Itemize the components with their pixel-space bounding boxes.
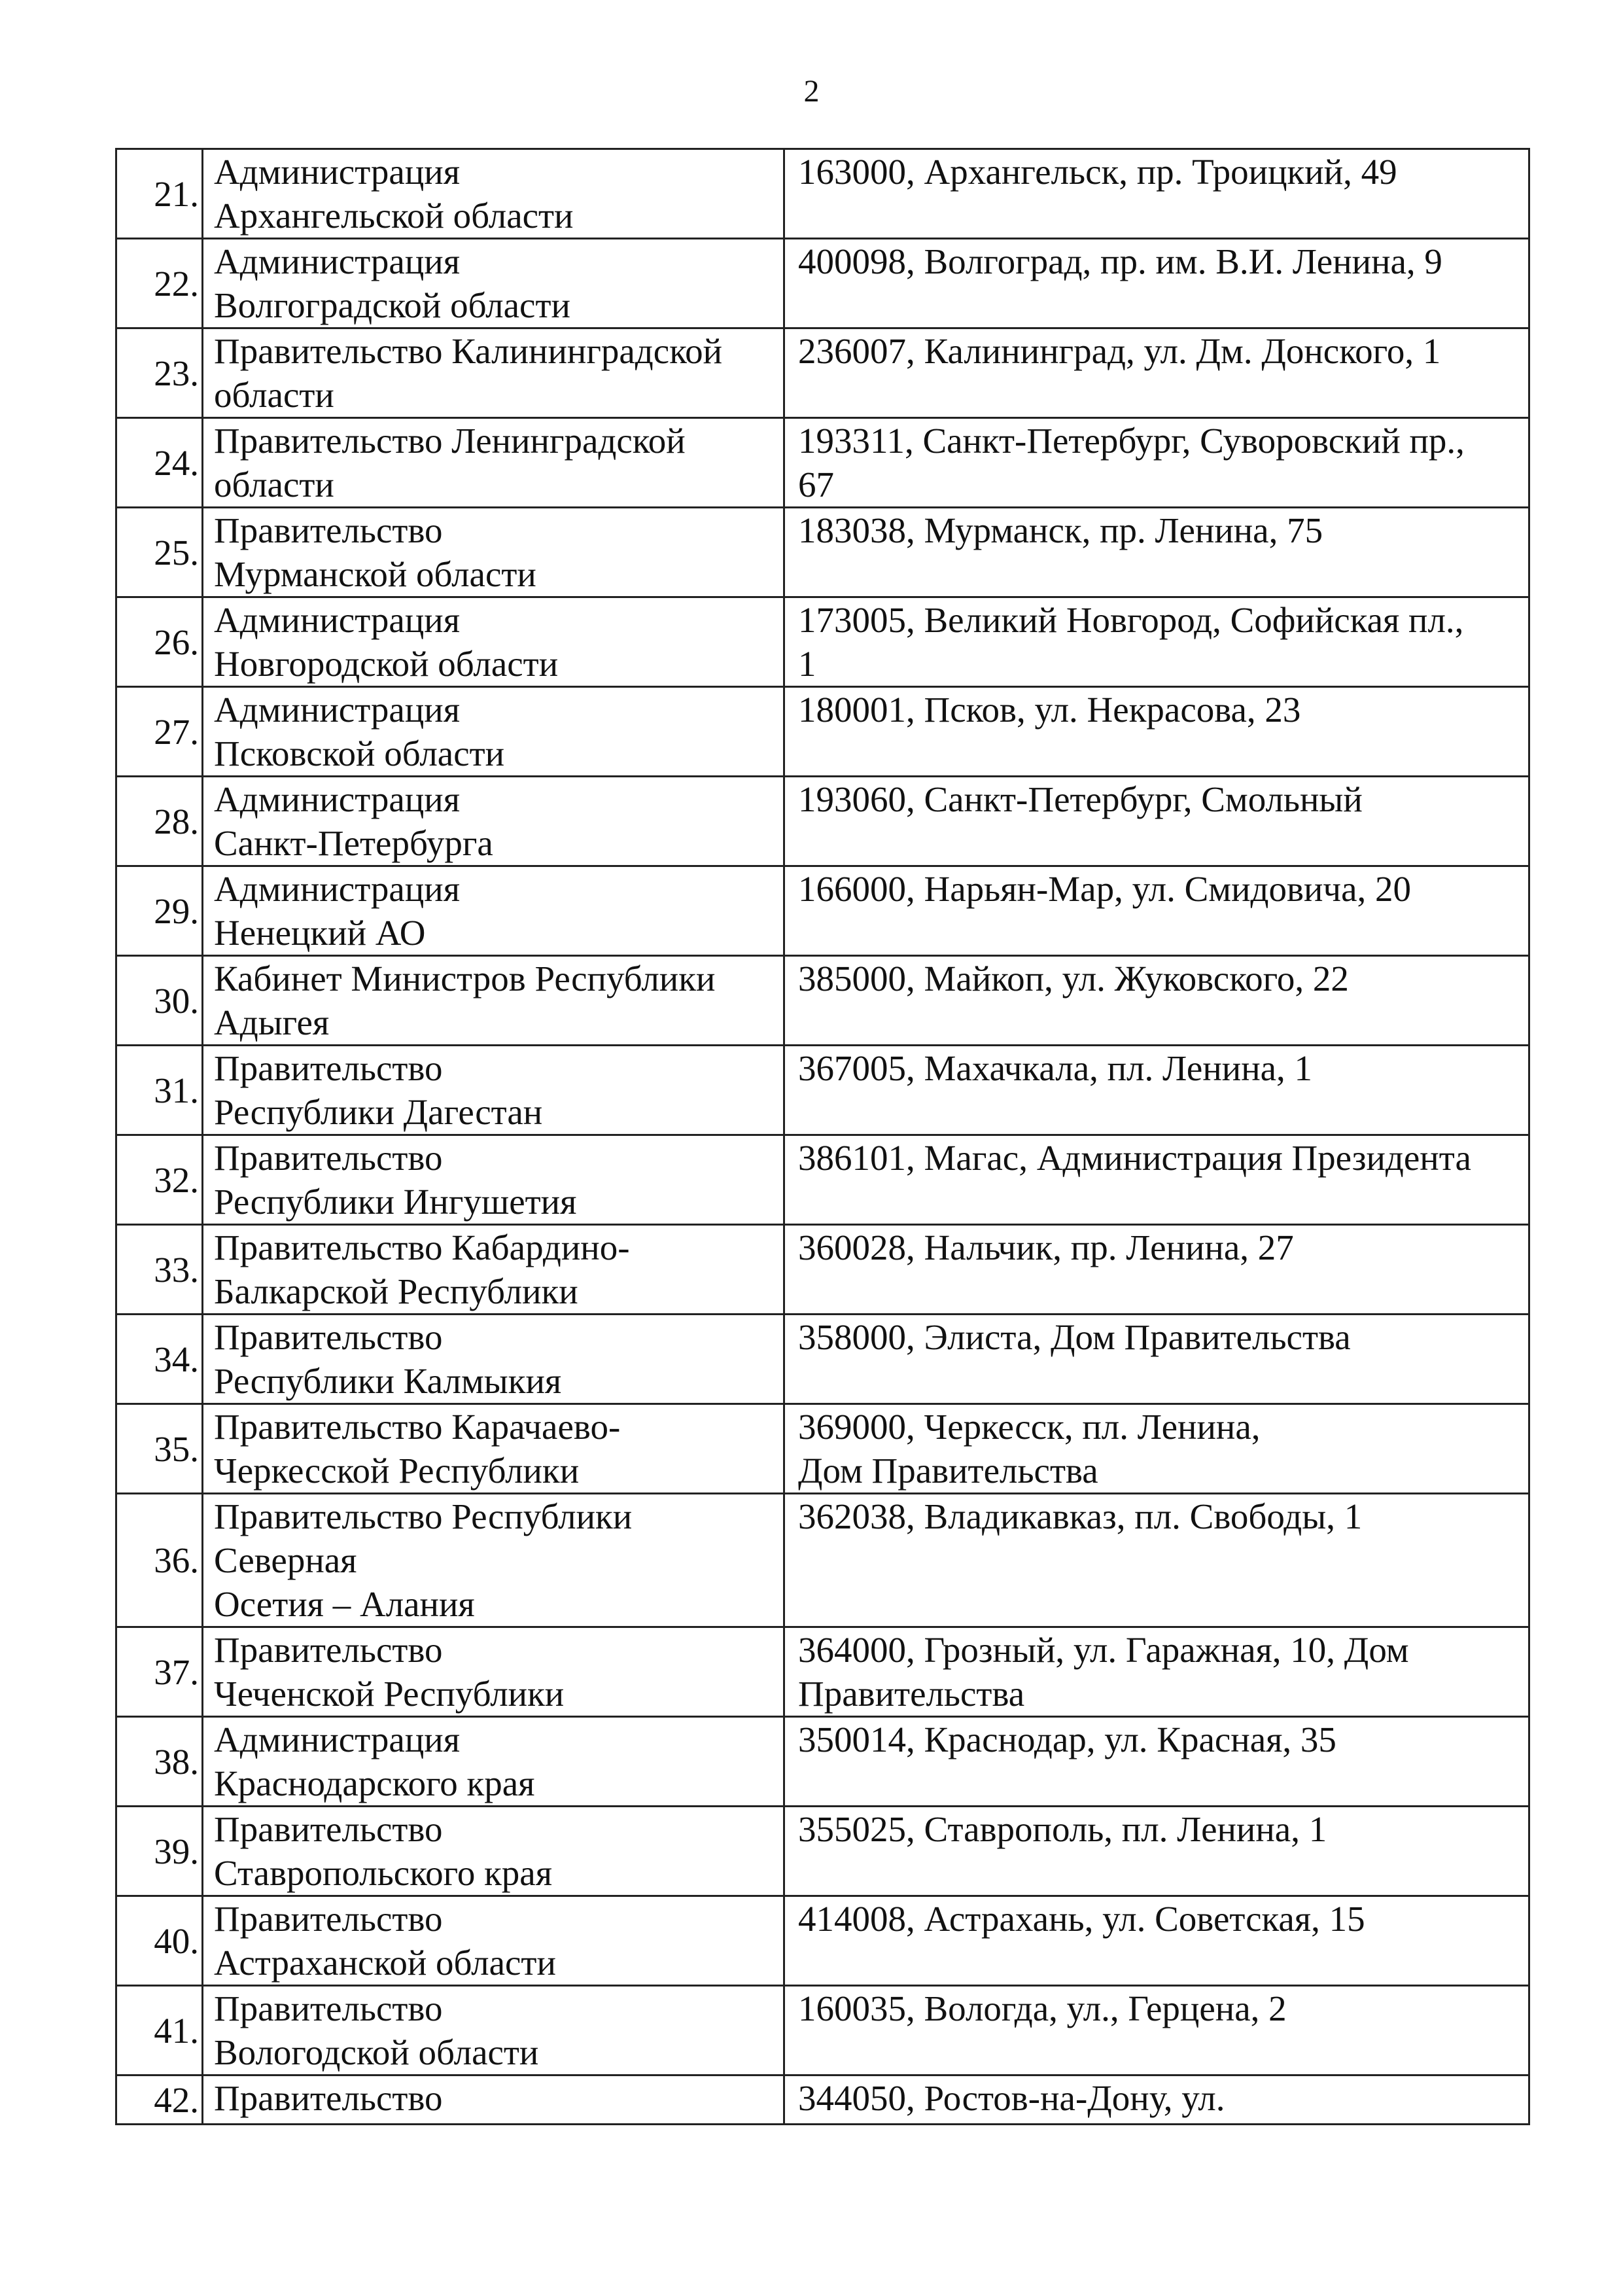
organization-address (784, 866, 1529, 956)
organization-name (203, 1896, 784, 1986)
page-number: 2 (803, 74, 820, 109)
organization-name-line: Республики Ингушетия (214, 1182, 577, 1222)
table-row (116, 866, 1529, 956)
table-body (116, 149, 1529, 2125)
organization-name-line: Правительство (214, 1809, 443, 1849)
organization-name-line: Черкесской Республики (214, 1451, 580, 1491)
table-row (116, 1807, 1529, 1896)
organization-name (203, 1135, 784, 1225)
row-number: 33. (116, 1225, 203, 1315)
organization-address (784, 1404, 1529, 1494)
organization-name (203, 1225, 784, 1315)
organization-address (784, 1135, 1529, 1225)
organization-name (203, 2075, 784, 2125)
organization-address (784, 956, 1529, 1046)
organization-address-line: 369000, Черкесск, пл. Ленина, (798, 1407, 1261, 1447)
organization-name-line: Правительство Ленинградской (214, 421, 686, 461)
organization-name-line: Правительство (214, 510, 443, 550)
organization-name-line: Вологодской области (214, 2032, 539, 2072)
row-number: 26. (116, 597, 203, 687)
row-number: 29. (116, 866, 203, 956)
organization-name-line: Администрация (214, 1720, 461, 1759)
row-number: 31. (116, 1046, 203, 1135)
organization-name (203, 1046, 784, 1135)
organization-address-line: 180001, Псков, ул. Некрасова, 23 (798, 690, 1301, 730)
table-row (116, 149, 1529, 239)
organization-address (784, 2075, 1529, 2125)
row-number: 23. (116, 328, 203, 418)
organization-name (203, 956, 784, 1046)
organization-address-line: Дом Правительства (798, 1451, 1098, 1491)
organization-name-line: Краснодарского края (214, 1763, 535, 1803)
organization-address-line: 358000, Элиста, Дом Правительства (798, 1317, 1351, 1357)
organization-address-line: 160035, Вологда, ул., Герцена, 2 (798, 1988, 1287, 2028)
table-row (116, 1627, 1529, 1717)
organization-name-line: области (214, 375, 334, 415)
organization-name-line: Осетия – Алания (214, 1584, 475, 1624)
table-row (116, 597, 1529, 687)
table-row (116, 1494, 1529, 1627)
organization-name-line: Правительство (214, 1317, 443, 1357)
organization-address (784, 1315, 1529, 1404)
table-row (116, 2075, 1529, 2125)
organization-address (784, 418, 1529, 508)
organization-name-line: Адыгея (214, 1002, 330, 1042)
organization-address (784, 1807, 1529, 1896)
organization-name (203, 777, 784, 866)
organization-name (203, 1627, 784, 1717)
table-row (116, 1404, 1529, 1494)
table-row (116, 1315, 1529, 1404)
organization-name (203, 597, 784, 687)
table-row (116, 1717, 1529, 1807)
row-number: 40. (116, 1896, 203, 1986)
row-number: 36. (116, 1494, 203, 1627)
row-number: 41. (116, 1986, 203, 2075)
organization-name-line: Правительство Калининградской (214, 331, 723, 371)
organization-name (203, 418, 784, 508)
organization-address-line: 183038, Мурманск, пр. Ленина, 75 (798, 510, 1323, 550)
organization-address (784, 687, 1529, 777)
organization-name-line: Правительство (214, 1048, 443, 1088)
organization-name-line: Администрация (214, 241, 461, 281)
organization-name (203, 239, 784, 328)
organization-name-line: Кабинет Министров Республики (214, 959, 716, 998)
organization-address-line: 193311, Санкт-Петербург, Суворовский пр., (798, 421, 1465, 461)
table-row (116, 328, 1529, 418)
row-number: 34. (116, 1315, 203, 1404)
organization-address-line: 367005, Махачкала, пл. Ленина, 1 (798, 1048, 1313, 1088)
organization-name-line: Астраханской области (214, 1943, 556, 1983)
organization-name-line: Администрация (214, 600, 461, 640)
organization-address (784, 149, 1529, 239)
row-number: 24. (116, 418, 203, 508)
organization-name-line: Балкарской Республики (214, 1271, 578, 1311)
table-row (116, 687, 1529, 777)
organization-name (203, 1986, 784, 2075)
organizations-table (115, 148, 1530, 2125)
organization-address (784, 1717, 1529, 1807)
organization-address (784, 239, 1529, 328)
organization-name-line: Правительство Карачаево- (214, 1407, 621, 1447)
row-number: 35. (116, 1404, 203, 1494)
organization-address (784, 597, 1529, 687)
organization-name-line: Правительство (214, 1988, 443, 2028)
organization-address-line: 173005, Великий Новгород, Софийская пл., (798, 600, 1464, 640)
row-number: 22. (116, 239, 203, 328)
organization-name-line: Санкт-Петербурга (214, 823, 493, 863)
organization-name-line: Мурманской области (214, 554, 536, 594)
organization-name (203, 1807, 784, 1896)
organization-address-line: 166000, Нарьян-Мар, ул. Смидовича, 20 (798, 869, 1411, 909)
organization-name-line: Администрация (214, 152, 461, 192)
organization-name-line: Республики Калмыкия (214, 1361, 562, 1401)
organization-name (203, 1315, 784, 1404)
organization-address (784, 508, 1529, 597)
organization-name (203, 1717, 784, 1807)
organization-name-line: Администрация (214, 690, 461, 730)
organization-name-line: Псковской области (214, 733, 505, 773)
organization-address-line: 385000, Майкоп, ул. Жуковского, 22 (798, 959, 1349, 998)
table-row (116, 508, 1529, 597)
organization-address-line: 400098, Волгоград, пр. им. В.И. Ленина, 9 (798, 241, 1442, 281)
organization-address-line: 350014, Краснодар, ул. Красная, 35 (798, 1720, 1336, 1759)
organization-name (203, 687, 784, 777)
organization-name-line: Чеченской Республики (214, 1674, 565, 1714)
organization-address-line: 364000, Грозный, ул. Гаражная, 10, Дом (798, 1630, 1409, 1670)
organization-address-line: 67 (798, 465, 834, 504)
organization-name-line: Правительство (214, 1899, 443, 1939)
organization-address-line: 355025, Ставрополь, пл. Ленина, 1 (798, 1809, 1327, 1849)
organization-address (784, 1494, 1529, 1627)
row-number: 39. (116, 1807, 203, 1896)
organization-name-line: Правительство (214, 1630, 443, 1670)
table-row (116, 777, 1529, 866)
organization-name-line: области (214, 465, 334, 504)
organization-name (203, 508, 784, 597)
organization-address (784, 777, 1529, 866)
organization-address-line: 236007, Калининград, ул. Дм. Донского, 1 (798, 331, 1441, 371)
organization-address-line: 1 (798, 644, 816, 684)
row-number: 30. (116, 956, 203, 1046)
organization-address-line: 360028, Нальчик, пр. Ленина, 27 (798, 1227, 1294, 1267)
organization-address-line: 193060, Санкт-Петербург, Смольный (798, 779, 1363, 819)
organization-name (203, 149, 784, 239)
organization-name (203, 866, 784, 956)
organization-name-line: Архангельской области (214, 196, 574, 236)
organization-name-line: Правительство (214, 1138, 443, 1178)
organization-name-line: Администрация (214, 869, 461, 909)
row-number: 28. (116, 777, 203, 866)
organization-name (203, 1494, 784, 1627)
table-row (116, 1135, 1529, 1225)
organization-name-line: Администрация (214, 779, 461, 819)
organization-address (784, 1896, 1529, 1986)
organization-address-line: Правительства (798, 1674, 1025, 1714)
row-number: 38. (116, 1717, 203, 1807)
organization-name-line: Правительство Республики (214, 1496, 633, 1536)
organization-name-line: Ненецкий АО (214, 913, 426, 953)
table-row (116, 1896, 1529, 1986)
organization-address-line: 414008, Астрахань, ул. Советская, 15 (798, 1899, 1365, 1939)
organization-name-line: Правительство (214, 2078, 443, 2118)
table-row (116, 1986, 1529, 2075)
row-number: 42. (116, 2075, 203, 2125)
organization-name-line: Волгоградской области (214, 285, 570, 325)
organization-address (784, 1627, 1529, 1717)
organization-address-line: 386101, Магас, Администрация Президента (798, 1138, 1471, 1178)
organization-address-line: 163000, Архангельск, пр. Троицкий, 49 (798, 152, 1397, 192)
row-number: 21. (116, 149, 203, 239)
organization-name-line: Новгородской области (214, 644, 559, 684)
organization-address (784, 328, 1529, 418)
table-row (116, 239, 1529, 328)
organization-name (203, 328, 784, 418)
row-number: 25. (116, 508, 203, 597)
table-row (116, 1225, 1529, 1315)
organization-address (784, 1986, 1529, 2075)
row-number: 32. (116, 1135, 203, 1225)
table-row (116, 1046, 1529, 1135)
table-row (116, 956, 1529, 1046)
organization-name-line: Республики Дагестан (214, 1092, 543, 1132)
organization-name-line: Северная (214, 1540, 357, 1580)
organization-address (784, 1046, 1529, 1135)
row-number: 27. (116, 687, 203, 777)
organization-name (203, 1404, 784, 1494)
organization-name-line: Правительство Кабардино- (214, 1227, 630, 1267)
row-number: 37. (116, 1627, 203, 1717)
table-row (116, 418, 1529, 508)
organization-address-line: 362038, Владикавказ, пл. Свободы, 1 (798, 1496, 1363, 1536)
organization-address (784, 1225, 1529, 1315)
organization-name-line: Ставропольского края (214, 1853, 552, 1893)
organization-address-line: 344050, Ростов-на-Дону, ул. (798, 2078, 1225, 2118)
